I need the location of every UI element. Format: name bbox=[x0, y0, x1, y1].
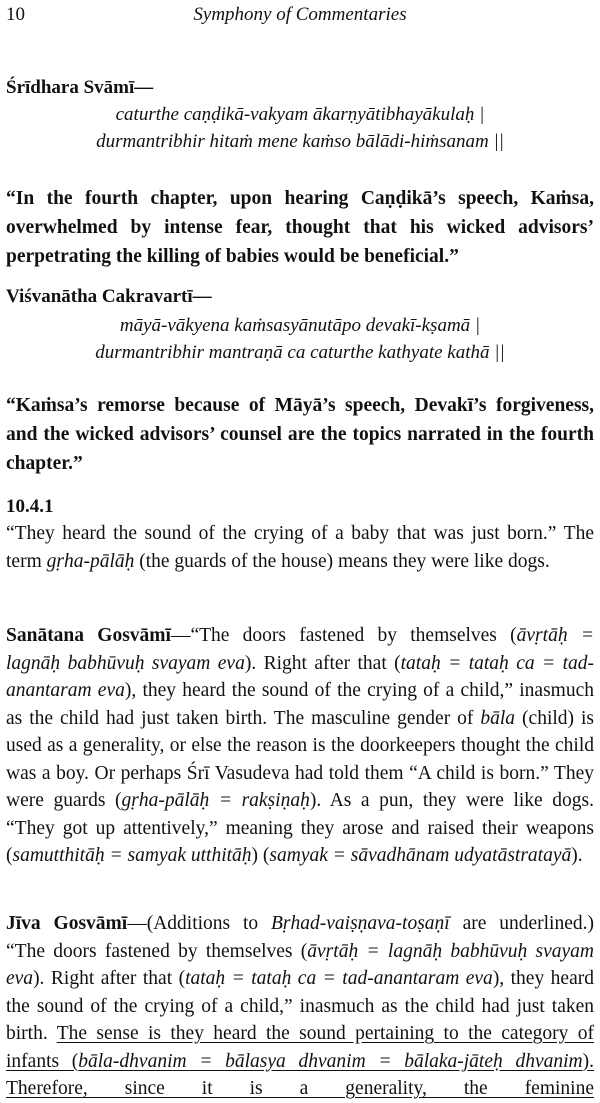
verse-number: 10.4.1 bbox=[6, 496, 54, 517]
page-number: 10 bbox=[6, 4, 25, 25]
text: The term bbox=[6, 523, 594, 572]
sanskrit-term: gṛha-pālāḥ bbox=[46, 550, 135, 572]
text: ). As a pun, they were like dogs. “They got up attentively,” meaning they arose and raised their weapons ( bbox=[6, 790, 594, 866]
text: —(Additions to bbox=[127, 913, 271, 934]
text: (the guards of the house) means they were like dogs. bbox=[134, 550, 550, 572]
sanskrit-term: gṛha-pālāḥ = rakṣiṇaḥ bbox=[121, 790, 310, 811]
underlined-sanskrit-term: bāla-dhvanim = bālasya dhvanim = bālaka-jāteḥ dhvanim bbox=[78, 1050, 583, 1072]
verse-line: durmantribhir hitaṁ mene kaṁso bālādi-hiṁsanam || bbox=[96, 131, 504, 152]
sanskrit-term: bāla bbox=[480, 707, 516, 729]
text: ). Right after that ( bbox=[244, 652, 401, 674]
verse-10-4-1-section bbox=[6, 496, 594, 575]
sanskrit-term: tataḥ = tataḥ ca = tad-anantaram eva bbox=[6, 652, 594, 701]
sanskrit-term: samyak = sāvadhānam udyatāstratayā bbox=[269, 845, 572, 866]
text: are underlined.) “The doors fastened by themselves ( bbox=[6, 913, 595, 962]
verse-translation: “Kaṁsa’s remorse because of Māyā’s speech, Devakī’s forgiveness, and the wicked advisors’ counsel are the topics narrated in the fourth chapter.” bbox=[6, 395, 594, 474]
jiva-commentary bbox=[6, 910, 594, 1103]
commentator-name: Sanātana Gosvāmī bbox=[6, 625, 171, 646]
text: (child) is used as a generality, or else the reason is the doorkeepers thought the child was a boy. Or perhaps Śrī Vasudeva had told them “A child is born.” They were guards ( bbox=[6, 707, 595, 811]
text: ), they heard the sound of the crying of a child,” inasmuch as the child had just taken birth. The masculine gender of bbox=[6, 680, 594, 729]
sanatana-commentary bbox=[6, 622, 594, 870]
sanskrit-term: āvṛtāḥ = lagnāḥ babhūvuḥ svayam eva bbox=[6, 940, 594, 989]
running-header bbox=[6, 4, 594, 30]
text: ), they heard the sound of the crying of a child,” inasmuch as the child had just taken birth. bbox=[6, 968, 594, 1044]
underlined-addition: ). Therefore, since it is a generality, the feminine bbox=[6, 1050, 594, 1099]
sanskrit-term: āvṛtāḥ = lagnāḥ babhūvuḥ svayam eva bbox=[6, 625, 594, 674]
verse-text bbox=[6, 520, 594, 575]
underlined-addition: The sense is they heard the sound pertaining to the category of infants ( bbox=[6, 1023, 594, 1072]
text: ). Right after that ( bbox=[33, 968, 186, 989]
verse-translation: “In the fourth chapter, upon hearing Caṇḍikā’s speech, Kaṁsa, overwhelmed by intense fear, thought that his wicked advisors’ perpetrating the killing of babies would be beneficial.” bbox=[6, 188, 594, 267]
sanskrit-term: tataḥ = tataḥ ca = tad-anantaram eva bbox=[185, 968, 493, 989]
text: ) ( bbox=[251, 845, 270, 866]
sridhara-section bbox=[6, 76, 594, 155]
verse-line: durmantribhir mantraṇā ca caturthe kathyate kathā || bbox=[95, 342, 505, 363]
commentator-name: Viśvanātha Cakravartī— bbox=[6, 286, 212, 307]
commentator-name: Śrīdhara Svāmī— bbox=[6, 77, 154, 98]
text: —“The doors fastened by themselves ( bbox=[170, 625, 517, 646]
text: ). bbox=[571, 845, 583, 866]
visvanatha-section bbox=[6, 285, 594, 366]
sanskrit-term: samutthitāḥ = samyak utthitāḥ bbox=[12, 845, 252, 866]
book-title: Symphony of Commentaries bbox=[193, 4, 407, 25]
book-title-reference: Bṛhad-vaiṣṇava-toṣaṇī bbox=[271, 913, 450, 934]
commentator-name: Jīva Gosvāmī bbox=[6, 913, 128, 934]
verse-line: māyā-vākyena kaṁsasyānutāpo devakī-kṣamā | bbox=[119, 315, 481, 336]
verse-quote: “They heard the sound of the crying of a baby that was just born.” bbox=[6, 523, 557, 544]
sanskrit-verse bbox=[6, 101, 594, 155]
sanskrit-verse bbox=[6, 312, 594, 366]
verse-line: caturthe caṇḍikā-vakyam ākarṇyātibhayākulaḥ | bbox=[115, 104, 485, 125]
